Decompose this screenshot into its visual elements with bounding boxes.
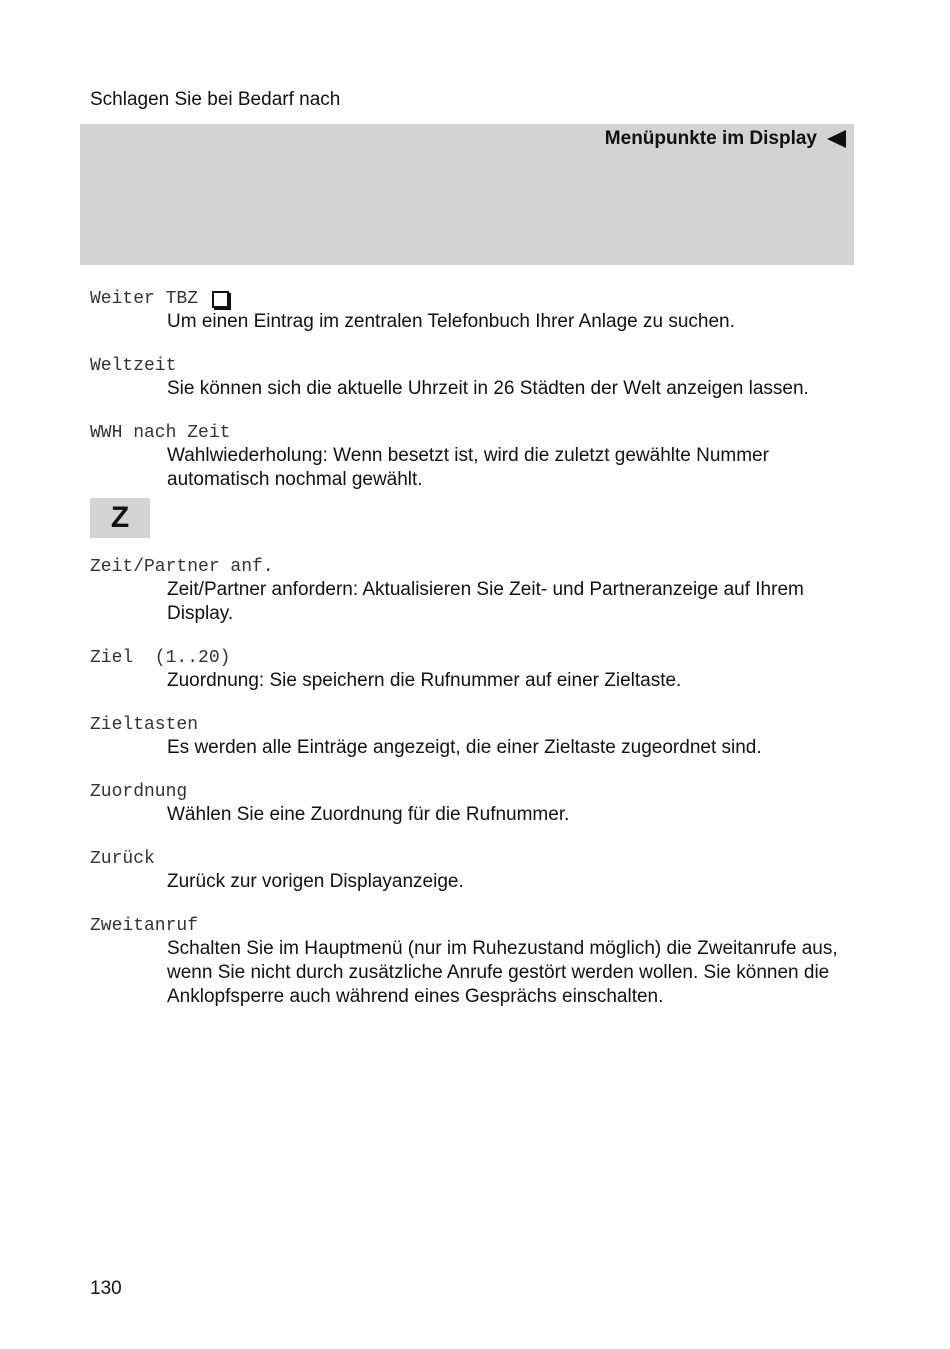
- entry-description: Sie können sich die aktuelle Uhrzeit in 26 Städten der Welt anzeigen lassen.: [167, 378, 809, 399]
- entry-term: Zeit/Partner anf.: [90, 557, 274, 577]
- entry-description: Schalten Sie im Hauptmenü (nur im Ruhezustand möglich) die Zweitanrufe aus, wenn Sie nicht durch zusätzliche Anrufe gestört werden wollen. Sie können die Anklopfsperre auch während eines Gesprächs einschalten.: [167, 938, 838, 1007]
- glossary-entry-weiter-tbz: [90, 288, 852, 334]
- entry-description: Zuordnung: Sie speichern die Rufnummer auf einer Zieltaste.: [167, 670, 682, 691]
- glossary-entry-zurueck: [90, 848, 852, 894]
- entry-term: Zieltasten: [90, 715, 199, 735]
- entry-term: Weltzeit: [90, 356, 177, 376]
- running-header: Schlagen Sie bei Bedarf nach: [90, 89, 341, 110]
- glossary-entry-weltzeit: [90, 355, 852, 401]
- page-number: 130: [90, 1278, 122, 1299]
- glossary-entry-zuordnung: [90, 781, 852, 827]
- entry-term: [90, 288, 852, 310]
- entry-description: Wählen Sie eine Zuordnung für die Rufnummer.: [167, 804, 570, 825]
- glossary-entry-zeit-partner: [90, 556, 852, 626]
- glossary-entry-ziel: [90, 647, 852, 693]
- section-banner: [80, 124, 854, 265]
- glossary-entry-zweitanruf: [90, 915, 852, 1009]
- entry-term: Ziel (1..20): [90, 648, 231, 668]
- entry-term: WWH nach Zeit: [90, 423, 231, 443]
- entry-description: Zurück zur vorigen Displayanzeige.: [167, 871, 464, 892]
- entry-term: Zurück: [90, 849, 155, 869]
- glossary-entry-wwh-nach-zeit: [90, 422, 852, 492]
- entry-term-text: Weiter TBZ: [90, 289, 199, 309]
- entry-term: Zuordnung: [90, 782, 188, 802]
- entry-description: Um einen Eintrag im zentralen Telefonbuch Ihrer Anlage zu suchen.: [167, 311, 735, 332]
- checkbox-icon: [212, 291, 229, 308]
- entry-description: Es werden alle Einträge angezeigt, die einer Zieltaste zugeordnet sind.: [167, 737, 762, 758]
- left-arrow-icon: [827, 130, 846, 148]
- entry-description: Zeit/Partner anfordern: Aktualisieren Sie Zeit- und Partneranzeige auf Ihrem Display.: [167, 579, 804, 624]
- glossary-entry-zieltasten: [90, 714, 852, 760]
- entry-description: Wahlwiederholung: Wenn besetzt ist, wird die zuletzt gewählte Nummer automatisch nochmal gewählt.: [167, 445, 769, 490]
- section-letter-z: Z: [90, 498, 150, 538]
- banner-title: [605, 128, 846, 150]
- entry-term: Zweitanruf: [90, 916, 199, 936]
- glossary-list: [90, 288, 852, 1030]
- banner-title-text: Menüpunkte im Display: [604, 128, 817, 149]
